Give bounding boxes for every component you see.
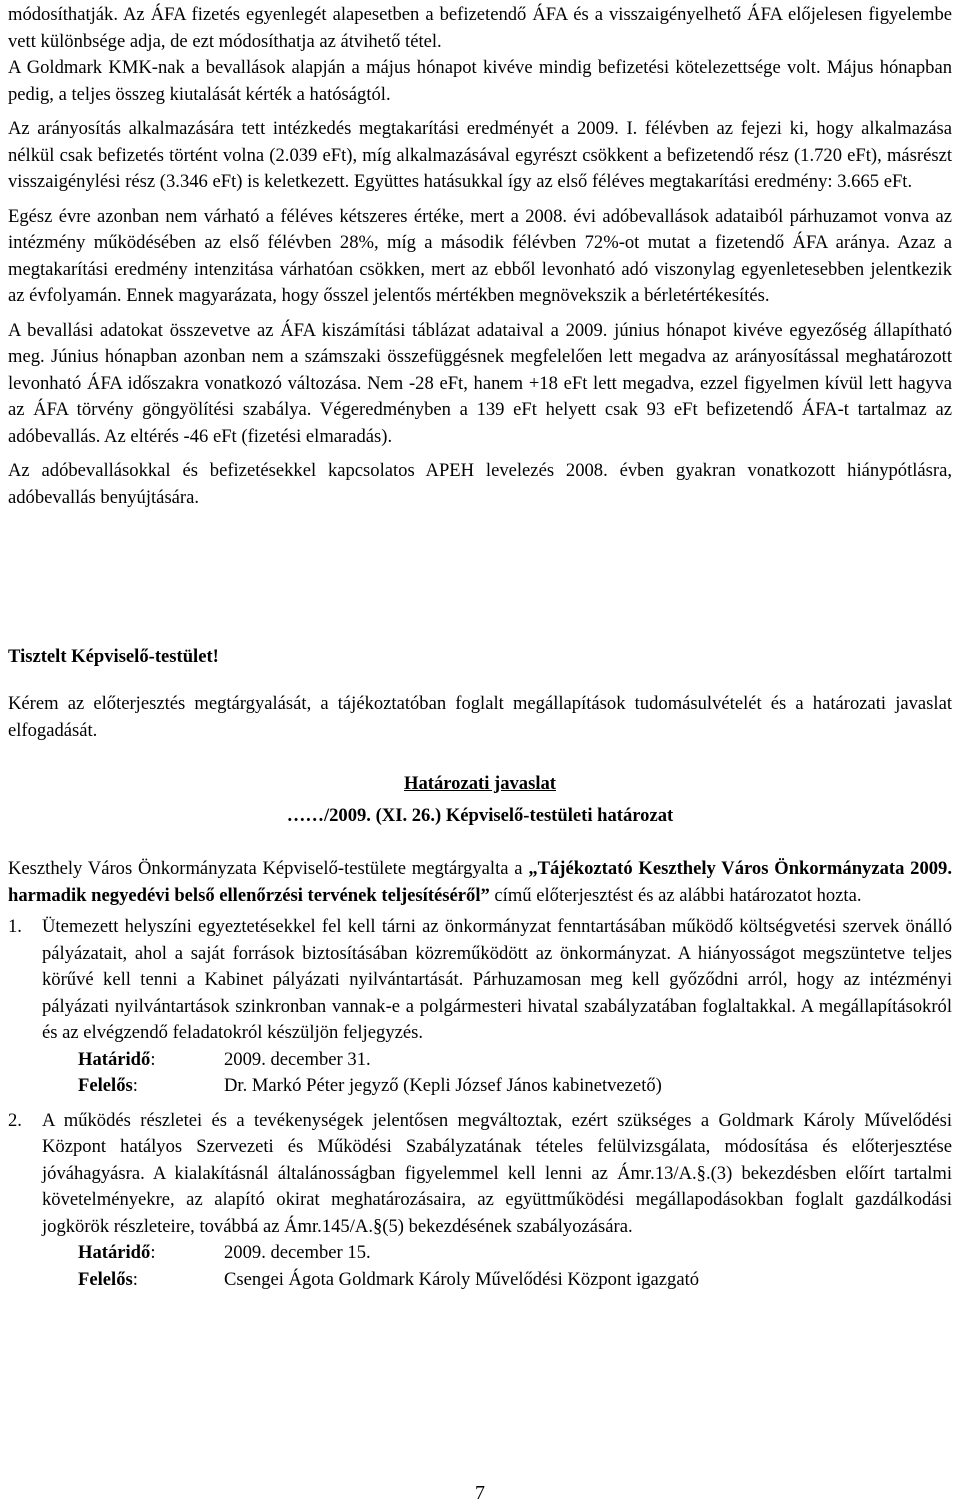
deadline-value: 2009. december 31. xyxy=(224,1048,371,1070)
paragraph-return-comparison: A bevallási adatokat összevetve az ÁFA kiszámítási táblázat adataival a 2009. június hónapot kivéve egyezőség állapítható meg. Június hónapban azonban nem a számszaki összefüggésnek megfelelően lett megadva az arányosítással meghatározott levonható ÁFA időszakra vonatkozó változása. Nem -28 eFt, hanem +18 eFt lett megadva, ezzel figyelmen kívül lett hagyva az ÁFA törvény göngyölítési szabálya. Végeredményben a 139 eFt helyett csak 93 eFt befizetendő ÁFA-t tartalmaz az adóbevallás. Az eltérés -46 eFt (fizetési elmaradás). xyxy=(8,319,952,447)
resolution-intro xyxy=(8,856,952,909)
paragraph-apportionment-savings: Az arányosítás alkalmazására tett intézkedés megtakarítási eredményét a 2009. I. félévben az fejezi ki, hogy alkalmazása nélkül csak befizetés történt volna (2.039 eFt), míg alkalmazásával egyrészt csökkent a befizetendő rész (1.720 eFt), másrészt visszaigénylési rész (3.346 eFt) is keletkezett. Együttes hatásukkal így az első féléves megtakarítási eredmény: 3.665 eFt. xyxy=(8,118,952,192)
intro-before: Keszthely Város Önkormányzata Képviselő-testülete megtárgyalta a xyxy=(8,858,529,879)
item-number: 1. xyxy=(8,916,22,937)
item-text: Ütemezett helyszíni egyeztetésekkel fel kell tárni az önkormányzat fenntartásában működő költségvetési szervek önálló pályázatait, ahol a saját források biztosításában közreműködött az önkormányzat. A hiányosságot megszüntetve teljes körűvé kell tenni a Kabinet pályázati nyilvántartását. Párhuzamosan meg kell győződni arról, hogy az intézményi pályázati nyilvántartások szinkronban vannak-e a polgármesteri hivatal szabályzatában foglaltakkal. A megállapításokról és az elvégzendő feladatokról készüljön feljegyzés. xyxy=(42,916,952,1043)
paragraph-vat-balance: módosíthatják. Az ÁFA fizetés egyenlegét alapesetben a befizetendő ÁFA és a visszaigényelhető ÁFA előjelesen figyelembe vett különbsége adja, de ezt módosíthatja az átvihető tétel. xyxy=(8,4,952,52)
item-text: A működés részletei és a tevékenységek jelentősen megváltoztak, ezért szükséges a Goldmark Károly Művelődési Központ hatályos Szervezeti és Működési Szabályzatának tételes felülvizsgálata, módosítása és előterjesztése jóváhagyásra. A kialakításnál általánosságban figyelemmel kell lenni az Ámr.13/A.§.(3) bekezdésben előírt tartalmi követelményekre, az alapító okirat meghatározásaira, az együttműködési megállapodásokban foglalt gazdálkodási jogkörök részleteire, továbbá az Ámr.145/A.§(5) bekezdésének szabályozására. xyxy=(42,1109,952,1237)
resolution-item xyxy=(8,1108,952,1294)
intro-title: „Tájékoztató Keszthely Város Önkormányzata 2009. harmadik negyedévi belső ellenőrzési tervének teljesítéséről” xyxy=(8,858,952,906)
page-number: 7 xyxy=(475,1482,485,1504)
resolution-item xyxy=(8,914,952,1100)
deadline-row xyxy=(42,1240,952,1267)
paragraph-annual-outlook: Egész évre azonban nem várható a féléves kétszeres értéke, mert a 2008. évi adóbevallások adataiból párhuzamot vonva az intézmény működésében az első félévben 28%, míg a második félévben 72%-ot mutat a fizetendő ÁFA aránya. Azaz a megtakarítási eredmény intenzitása várhatóan csökken, mert az ebből levonható adó viszonylag egyenletesebben jelentkezik az évfolyamán. Ennek magyarázata, hogy ősszel jelentős mértékben megnövekszik a bérletértékesítés. xyxy=(8,205,952,306)
deadline-value: 2009. december 15. xyxy=(224,1242,371,1263)
responsible-label: Felelős: xyxy=(78,1268,138,1290)
responsible-row xyxy=(42,1267,952,1294)
responsible-label: Felelős: xyxy=(78,1075,138,1096)
intro-after: című előterjesztést és az alábbi határozatot hozta. xyxy=(489,884,862,906)
paragraph-apeh-correspondence: Az adóbevallásokkal és befizetésekkel kapcsolatos APEH levelezés 2008. évben gyakran vonatkozott hiánypótlásra, adóbevallás benyújtására. xyxy=(8,460,952,508)
address-line: Tisztelt Képviselő-testület! xyxy=(8,646,219,667)
paragraph-kmk-obligation: A Goldmark KMK-nak a bevallások alapján a május hónapot kivéve mindig befizetési kötelezettsége volt. Május hónapban pedig, a teljes összeg kiutalását kérték a hatóságtól. xyxy=(8,57,952,105)
responsible-value: Csengei Ágota Goldmark Károly Művelődési Központ igazgató xyxy=(224,1268,700,1290)
deadline-label: Határidő: xyxy=(78,1242,156,1263)
body-text-section xyxy=(8,2,952,511)
item-body xyxy=(42,914,952,1100)
item-number: 2. xyxy=(8,1109,22,1131)
request-paragraph: Kérem az előterjesztés megtárgyalását, a tájékoztatóban foglalt megállapítások tudomásulvételét és a határozati javaslat elfogadását. xyxy=(8,693,952,741)
resolution-items xyxy=(8,914,952,1293)
responsible-value: Dr. Markó Péter jegyző (Kepli József János kabinetvezető) xyxy=(224,1075,662,1096)
deadline-row xyxy=(42,1047,952,1074)
proposal-title: Határozati javaslat xyxy=(404,773,556,794)
resolution-number: ……/2009. (XI. 26.) Képviselő-testületi határozat xyxy=(286,805,674,826)
deadline-label: Határidő: xyxy=(78,1048,156,1070)
responsible-row xyxy=(42,1073,952,1100)
item-body xyxy=(42,1108,952,1294)
